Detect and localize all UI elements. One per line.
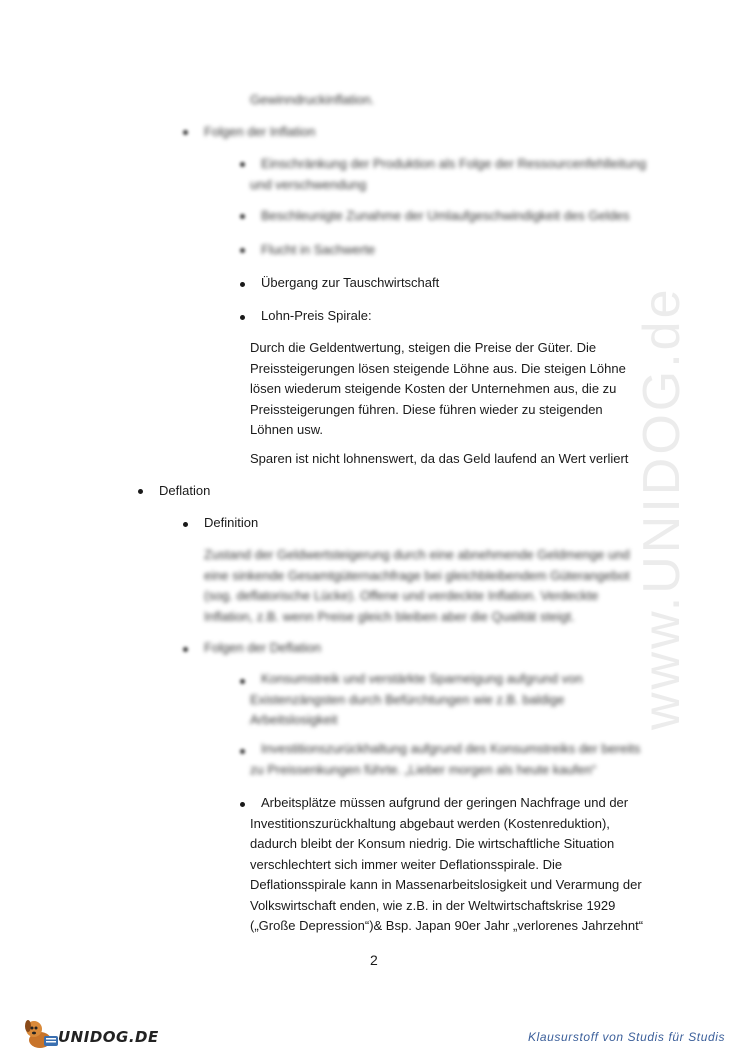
paragraph-line: Existenzängsten durch Befürchtungen wie z.B. baldige: [250, 691, 565, 707]
paragraph-line: Arbeitsplätze müssen aufgrund der geringen Nachfrage und der: [261, 795, 629, 810]
bullet: [240, 282, 245, 287]
paragraph-line: Volkswirtschaft enden, wie z.B. in der Weltwirtschaftskrise 1929: [250, 897, 616, 913]
heading-folgen-inflation: Folgen der Inflation: [204, 124, 316, 139]
bullet: [240, 214, 245, 219]
footer-slogan: Klausurstoff von Studis für Studis: [528, 1030, 726, 1044]
list-item: [250, 793, 643, 937]
heading-folgen-deflation: Folgen der Deflation: [204, 640, 322, 655]
paragraph-line: Investitionszurückhaltung abgebaut werden (Kostenreduktion),: [250, 815, 610, 831]
list-item: Einschränkung der Produktion als Folge der Ressourcenfehlleitung: [261, 156, 647, 171]
heading-definition: Definition: [204, 515, 259, 530]
paragraph-line: dadurch bleibt der Konsum niedrig. Die wirtschaftliche Situation: [250, 836, 615, 851]
paragraph-line: (sog. deflatorische Lücke). Offene und verdeckte Inflation. Verdeckte: [204, 588, 599, 603]
paragraph-line: Konsumstreik und verstärkte Sparneigung aufgrund von: [261, 671, 583, 686]
paragraph-line: lösen wiederum steigende Kosten der Unternehmen aus, die zu: [250, 381, 617, 396]
watermark: www.UNIDOG.de: [633, 286, 691, 730]
paragraph-line: zu Preissenkungen führte. „Lieber morgen als heute kaufen“: [250, 761, 597, 777]
paragraph-line: („Große Depression“)& Bsp. Japan 90er Jahr „verlorenes Jahrzehnt“: [250, 918, 644, 933]
paragraph-line: Deflationsspirale kann in Massenarbeitslosigkeit und Verarmung der: [250, 877, 642, 892]
bullet: [240, 679, 245, 684]
logo-text: UNIDOG.DE: [58, 1028, 159, 1046]
text-gewinndruck: Gewinndruckinflation.: [250, 92, 375, 107]
bullet: [240, 315, 245, 320]
list-item: Flucht in Sachwerte: [261, 242, 376, 257]
list-item: Übergang zur Tauschwirtschaft: [261, 275, 440, 290]
paragraph-line: Inflation, z.B. wenn Preise gleich bleiben aber die Qualität steigt.: [204, 608, 575, 624]
bullet: [183, 522, 188, 527]
list-item: [250, 739, 640, 780]
list-item: Beschleunigte Zunahme der Umlaufgeschwindigkeit des Geldes: [261, 208, 630, 223]
paragraph-line: Investitionszurückhaltung aufgrund des Konsumstreiks der bereits: [261, 741, 641, 756]
paragraph-line: verschlechtert sich immer weiter Deflationsspirale. Die: [250, 856, 563, 872]
text-sparen: Sparen ist nicht lohnenswert, da das Geld laufend an Wert verliert: [250, 451, 629, 466]
bullet: [240, 749, 245, 754]
paragraph-lohn-preis: [250, 338, 626, 441]
paragraph-line: eine sinkende Gesamtgüternachfrage bei gleichbleibendem Güterangebot: [204, 567, 630, 583]
dog-icon: [22, 1016, 62, 1052]
paragraph-line: Durch die Geldentwertung, steigen die Preise der Güter. Die: [250, 340, 597, 355]
list-item: Lohn-Preis Spirale:: [261, 308, 372, 323]
bullet: [138, 489, 143, 494]
list-item: [250, 669, 583, 731]
paragraph-line: Preissteigerungen führen. Diese führen wieder zu steigenden: [250, 401, 603, 417]
bullet: [240, 162, 245, 167]
paragraph-definition: [204, 545, 630, 627]
paragraph-line: Arbeitslosigkeit: [250, 712, 338, 727]
bullet: [240, 802, 245, 807]
unidog-logo: [22, 1016, 159, 1052]
page-number: 2: [370, 952, 378, 968]
bullet: [183, 130, 188, 135]
bullet: [240, 248, 245, 253]
bullet: [183, 647, 188, 652]
heading-deflation: Deflation: [159, 483, 211, 498]
paragraph-line: Zustand der Geldwertsteigerung durch eine abnehmende Geldmenge und: [204, 547, 630, 562]
list-item-continuation: und verschwendung: [250, 177, 367, 192]
paragraph-line: Preissteigerungen lösen steigende Löhne aus. Die steigen Löhne: [250, 360, 626, 376]
paragraph-line: Löhnen usw.: [250, 422, 324, 437]
